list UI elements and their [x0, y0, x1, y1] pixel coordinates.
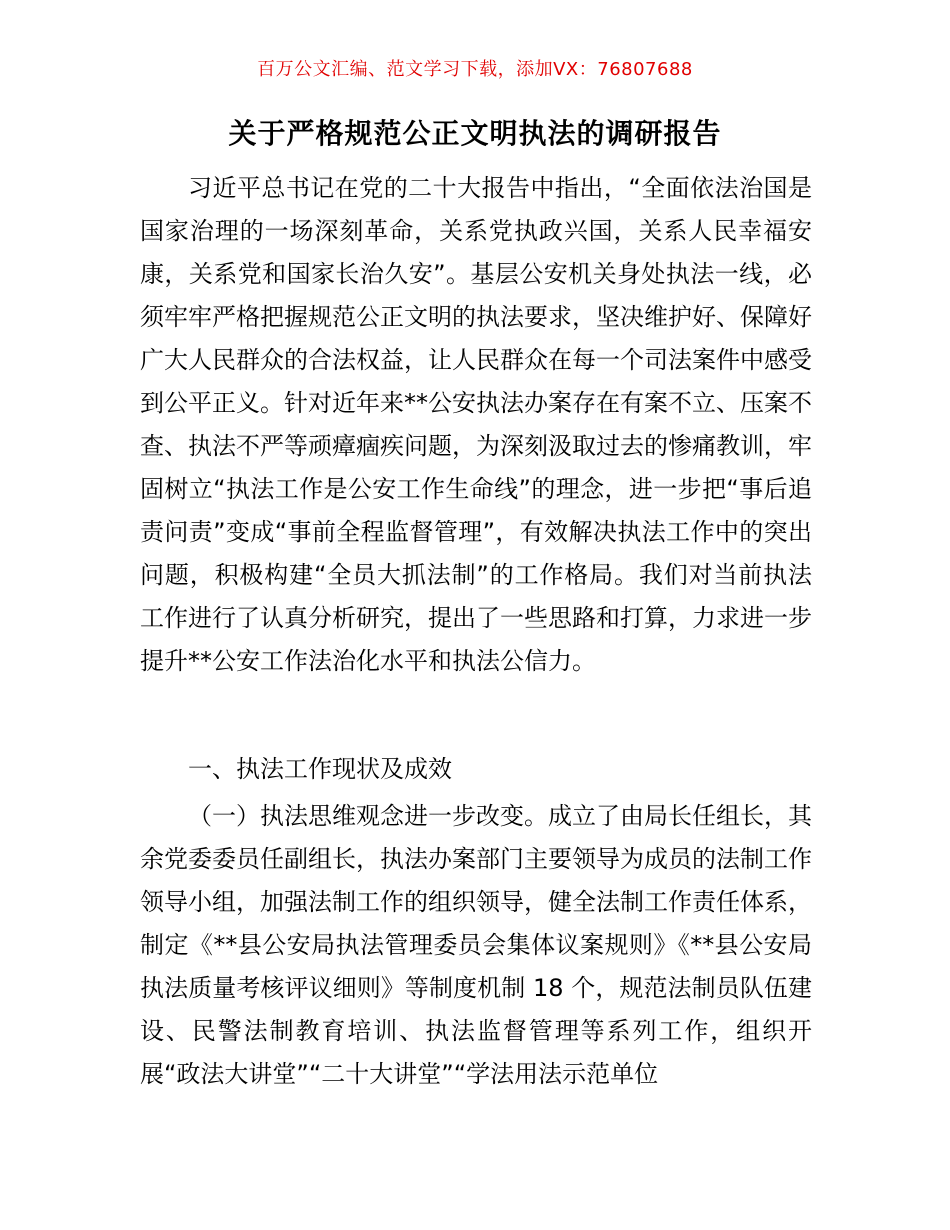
- section-1-paragraph-1: （一）执法思维观念进一步改变。成立了由局长任组长，其余党委委员任副组长，执法办案部门主要领导为成员的法制工作领导小组，加强法制工作的组织领导，健全法制工作责任体系，制定《**县公安局执法管理委员会集体议案规则》《**县公安局执法质量考核评议细则》等制度机制 18 个，规范法制员队伍建设、民警法制教育培训、执法监督管理等系列工作，组织开展“政法大讲堂”“二十大讲堂”“学法用法示范单位: [140, 802, 812, 1088]
- document-title: 关于严格规范公正文明执法的调研报告: [228, 117, 722, 150]
- intro-paragraph: 习近平总书记在党的二十大报告中指出，“全面依法治国是国家治理的一场深刻革命，关系党执政兴国，关系人民幸福安康，关系党和国家长治久安”。基层公安机关身处执法一线，必须牢牢严格把握规范公正文明的执法要求，坚决维护好、保障好广大人民群众的合法权益，让人民群众在每一个司法案件中感受到公平正义。针对近年来**公安执法办案存在有案不立、压案不查、执法不严等顽瘴痼疾问题，为深刻汲取过去的惨痛教训，牢固树立“执法工作是公安工作生命线”的理念，进一步把“事后追责问责”变成“事前全程监督管理”，有效解决执法工作中的突出问题，积极构建“全员大抓法制”的工作格局。我们对当前执法工作进行了认真分析研究，提出了一些思路和打算，力求进一步提升**公安工作法治化水平和执法公信力。: [140, 174, 812, 675]
- section-1-heading: 一、执法工作现状及成效: [188, 755, 452, 783]
- header-banner: 百万公文汇编、范文学习下载，添加VX：76807688: [257, 59, 693, 80]
